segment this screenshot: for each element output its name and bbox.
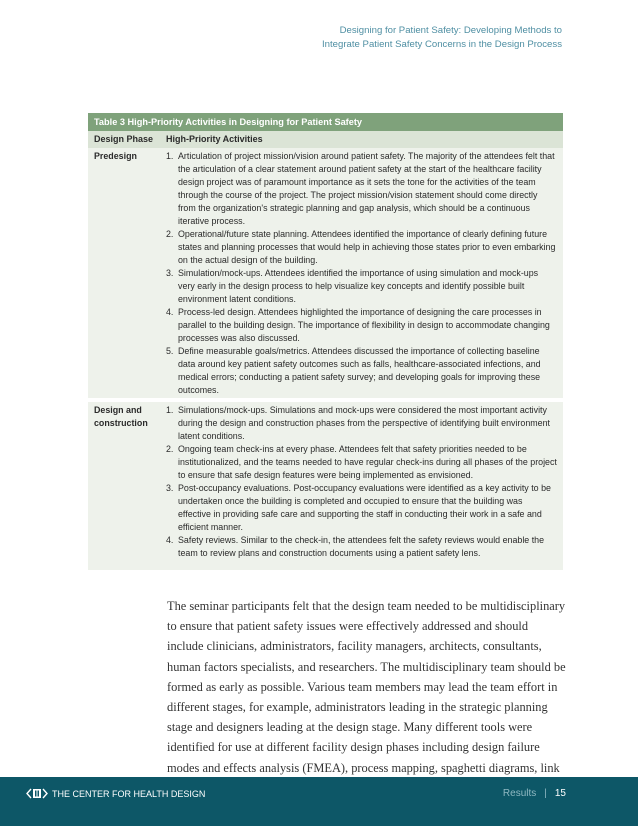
col-header-activities: High-Priority Activities xyxy=(166,134,263,144)
table-row xyxy=(88,148,563,398)
list-item: 1. Simulations/mock-ups. Simulations and mock-ups were considered the most important activity during the design and construction phases from the perspective of identifying built environment latent conditions. xyxy=(166,405,550,441)
header-line-1: Designing for Patient Safety: Developing Methods to xyxy=(339,25,562,36)
list-item: 5. Define measurable goals/metrics. Attendees discussed the importance of collecting baseline data around key patient safety outcomes such as falls, healthcare-associated infections, and medical errors; conducting a patient safety survey; and developing goals for improving these outcomes. xyxy=(166,346,541,395)
list-item: 3. Post-occupancy evaluations. Post-occupancy evaluations were identified as a key activity to be undertaken once the building is completed and occupied to ensure that the building was effective in providing safe care and supporting the staff in conducting their work in a safe and efficient manner. xyxy=(166,483,551,532)
running-header xyxy=(322,24,562,52)
col-header-phase: Design Phase xyxy=(94,134,154,144)
section-name: Results xyxy=(502,788,537,799)
list-item: 3. Simulation/mock-ups. Attendees identified the importance of using simulation and mock-ups very early in the design process to help visualize key concepts and identify possible built environment latent conditions. xyxy=(166,268,539,304)
logo-icon xyxy=(26,788,48,799)
logo-text: THE CENTER FOR HEALTH DESIGN xyxy=(52,788,206,799)
footer-bar xyxy=(0,777,638,826)
list-item: 4. Safety reviews. Similar to the check-in, the attendees felt the safety reviews would enable the team to review plans and construction documents using a patient safety lens. xyxy=(166,535,545,558)
table-title: Table 3 High-Priority Activities in Designing for Patient Safety xyxy=(88,113,563,131)
table-row xyxy=(88,402,563,570)
activities-table xyxy=(88,113,563,570)
activities-cell xyxy=(166,148,563,398)
activities-cell xyxy=(166,402,563,570)
phase-cell: Predesign xyxy=(94,151,137,161)
list-item: 2. Ongoing team check-ins at every phase. Attendees felt that safety priorities needed to be institutionalized, and the teams needed to have regular check-ins during all phases of the project to ensure that safe design features were being implemented as envisioned. xyxy=(166,444,557,480)
table-header-row xyxy=(88,131,563,148)
list-item: 2. Operational/future state planning. Attendees identified the importance of clearly defining future states and planning processes that would help in achieving those states prior to even embarking on the actual design of the building. xyxy=(166,229,556,265)
body-paragraph: The seminar participants felt that the design team needed to be multidisciplinary to ensure that patient safety issues were effectively addressed and should include clinicians, administrators, facility managers, architects, consultants, human factors specialists, and researchers. The multidisciplinary team should be formed as early as possible. Various team members may lead the team effort in different stages, for example, administrators leading in the strategic planning stage and designers leading at the design stage. Many different tools were identified for use at different facility design phases including design failure modes and effects analysis (FMEA), process mapping, spaghetti diagrams, link xyxy=(167,599,566,775)
page-footer-info xyxy=(503,788,566,799)
phase-cell: Design and construction xyxy=(94,405,148,428)
list-item: 1. Articulation of project mission/vision around patient safety. The majority of the attendees felt that the articulation of a clear statement around patient safety at the start of the healthcare facility design project was of paramount importance as it sets the tone for the activities of the team through the course of the project. The project mission/vision statement should come directly from the organization's strategic planning and gap analysis, which should be a continuous iterative process. xyxy=(166,151,555,226)
logo xyxy=(26,788,205,799)
header-line-2: Integrate Patient Safety Concerns in the Design Process xyxy=(322,39,562,50)
footer-separator: | xyxy=(544,788,547,799)
page-number: 15 xyxy=(554,788,566,799)
list-item: 4. Process-led design. Attendees highlighted the importance of designing the care processes in parallel to the building design. The importance of flexibility in design to accommodate changing processes was also discussed. xyxy=(166,307,550,343)
